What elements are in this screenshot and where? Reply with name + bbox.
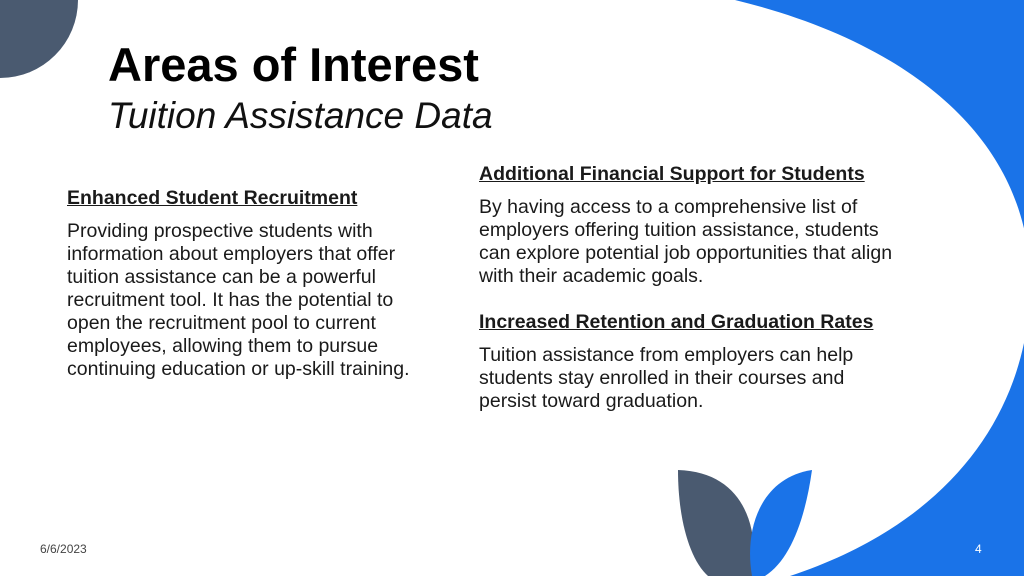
section-heading-retention: Increased Retention and Graduation Rates <box>479 311 874 333</box>
slate-quarter-circle <box>0 0 78 78</box>
section-body-financial-support: By having access to a comprehensive list of employers offering tuition assistance, students can explore potential job opportunities that align with their academic goals. <box>479 196 893 287</box>
left-column <box>67 187 412 381</box>
section-heading-recruitment: Enhanced Student Recruitment <box>67 187 358 209</box>
section-body-recruitment: Providing prospective students with information about employers that offer tuition assistance can be a powerful recruitment tool. It has the potential to open the recruitment pool to current employees, allowing them to pursue continuing education or up-skill training. <box>67 220 410 380</box>
page-number: 4 <box>975 542 982 556</box>
section-spacer <box>479 288 904 311</box>
slate-leaf-shape <box>678 470 754 576</box>
right-column <box>479 163 904 413</box>
section-heading-financial-support: Additional Financial Support for Students <box>479 163 865 185</box>
section-body-retention: Tuition assistance from employers can help students stay enrolled in their courses and persist toward graduation. <box>479 344 854 412</box>
footer-date: 6/6/2023 <box>40 542 87 556</box>
page-subtitle: Tuition Assistance Data <box>108 95 493 136</box>
blue-leaf-shape <box>750 470 812 576</box>
page-title: Areas of Interest <box>108 38 479 91</box>
